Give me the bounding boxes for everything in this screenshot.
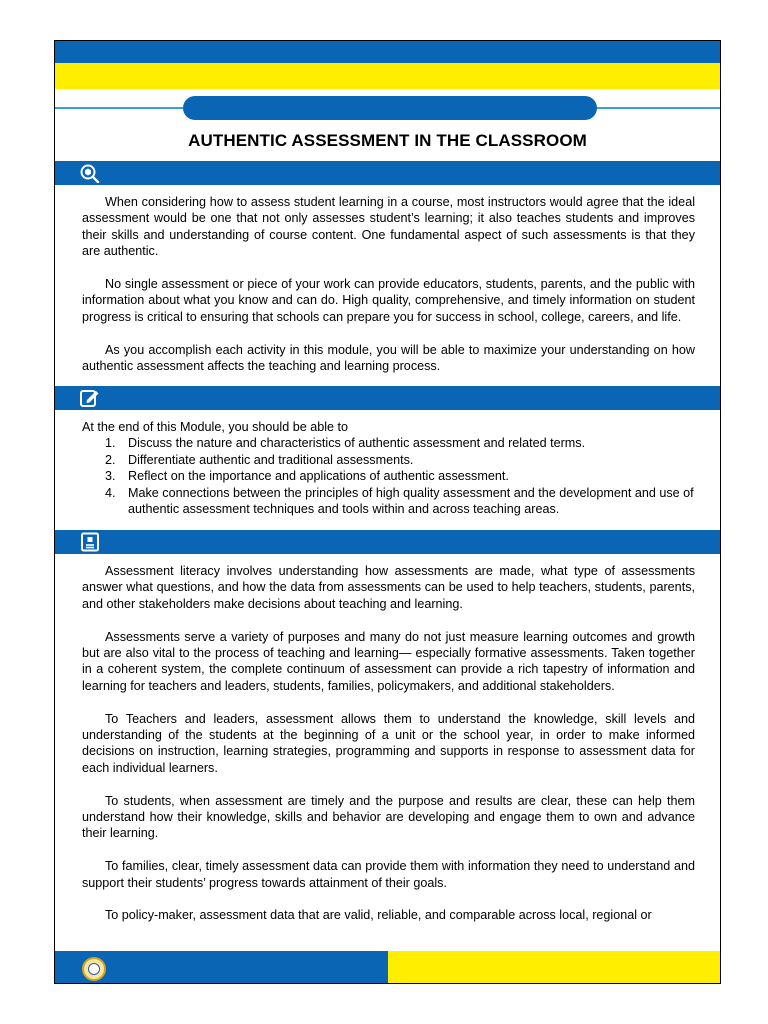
discussion-paragraph: Assessments serve a variety of purposes and many do not just measure learning outcomes and growth but are also vital to the process of teaching and learning— especially formative assessments. Taken together in a coherent system, the complete continuum of assessment can provide a rich tapestry of information and learning for teachers and leaders, students, families, policymakers, and additional stakeholders. xyxy=(82,629,695,693)
header-blue-band xyxy=(55,41,720,63)
objectives-list xyxy=(82,435,695,517)
objective-item xyxy=(82,435,695,451)
search-icon xyxy=(79,163,101,183)
discussion-paragraph: To policy-maker, assessment data that are valid, reliable, and comparable across local, regional or xyxy=(105,908,652,923)
objective-item xyxy=(82,452,695,468)
objective-text: Differentiate authentic and traditional assessments. xyxy=(128,452,414,467)
objective-item xyxy=(82,468,695,484)
school-seal-icon xyxy=(82,957,106,981)
objective-text: Discuss the nature and characteristics of authentic assessment and related terms. xyxy=(128,436,586,451)
objective-number: 2. xyxy=(105,452,116,467)
discussion-text xyxy=(82,563,695,924)
section-bar-discussion xyxy=(55,530,720,554)
objectives-intro: At the end of this Module, you should be able to xyxy=(82,420,349,434)
school-seal-inner xyxy=(88,963,100,975)
intro-paragraph: As you accomplish each activity in this module, you will be able to maximize your understanding on how authentic assessment affects the teaching and learning process. xyxy=(82,342,695,374)
objective-item xyxy=(82,485,695,518)
document-icon xyxy=(79,532,101,552)
intro-paragraph: No single assessment or piece of your work can provide educators, students, parents, and the public with information about what you know and can do. High quality, comprehensive, and timely information on student progress is critical to ensuring that schools can prepare you for success in school, college, careers, and life. xyxy=(82,277,695,324)
objective-number: 3. xyxy=(105,469,116,484)
objectives-text xyxy=(82,419,695,517)
objective-number: 4. xyxy=(105,485,116,500)
footer-yellow-band xyxy=(388,951,721,984)
discussion-paragraph: To students, when assessment are timely and the purpose and results are clear, these can help them understand how their knowledge, skills and behavior are developing and engage them to own and advance their learning. xyxy=(82,793,695,841)
header-yellow-band xyxy=(55,63,720,89)
discussion-paragraph: To families, clear, timely assessment data can provide them with information they need to understand and support their students’ progress towards attainment of their goals. xyxy=(82,859,695,890)
objective-text: Make connections between the principles of high quality assessment and the development and use of authentic assessment techniques and tools within and across teaching areas. xyxy=(128,485,694,517)
discussion-paragraph: To Teachers and leaders, assessment allows them to understand the knowledge, skill levels and understanding of the students at the beginning of a unit or the school year, in order to make informed decisions on instruction, learning strategies, programming and supports in response to assessment data for each individual learners. xyxy=(82,711,695,775)
introduction-text xyxy=(82,194,695,374)
section-bar-introduction xyxy=(55,161,720,185)
section-bar-objectives xyxy=(55,386,720,410)
edit-icon xyxy=(79,388,101,408)
header-rule-left xyxy=(55,107,195,109)
header-rule-right xyxy=(585,107,721,109)
objective-number: 1. xyxy=(105,436,116,451)
module-page xyxy=(54,40,721,984)
objective-text: Reflect on the importance and applications of authentic assessment. xyxy=(128,469,509,484)
page-title: AUTHENTIC ASSESSMENT IN THE CLASSROOM xyxy=(188,131,587,150)
header-pill xyxy=(183,96,597,120)
intro-paragraph: When considering how to assess student learning in a course, most instructors would agree that the ideal assessment would be one that not only assesses student’s learning; it also teaches students and improves their skills and understanding of course content. One fundamental aspect of such assessments is that they are authentic. xyxy=(82,195,695,259)
discussion-paragraph: Assessment literacy involves understanding how assessments are made, what type of assessments answer what questions, and how the data from assessments can be used to help teachers, students, parents, and other stakeholders make decisions about teaching and learning. xyxy=(82,564,695,611)
